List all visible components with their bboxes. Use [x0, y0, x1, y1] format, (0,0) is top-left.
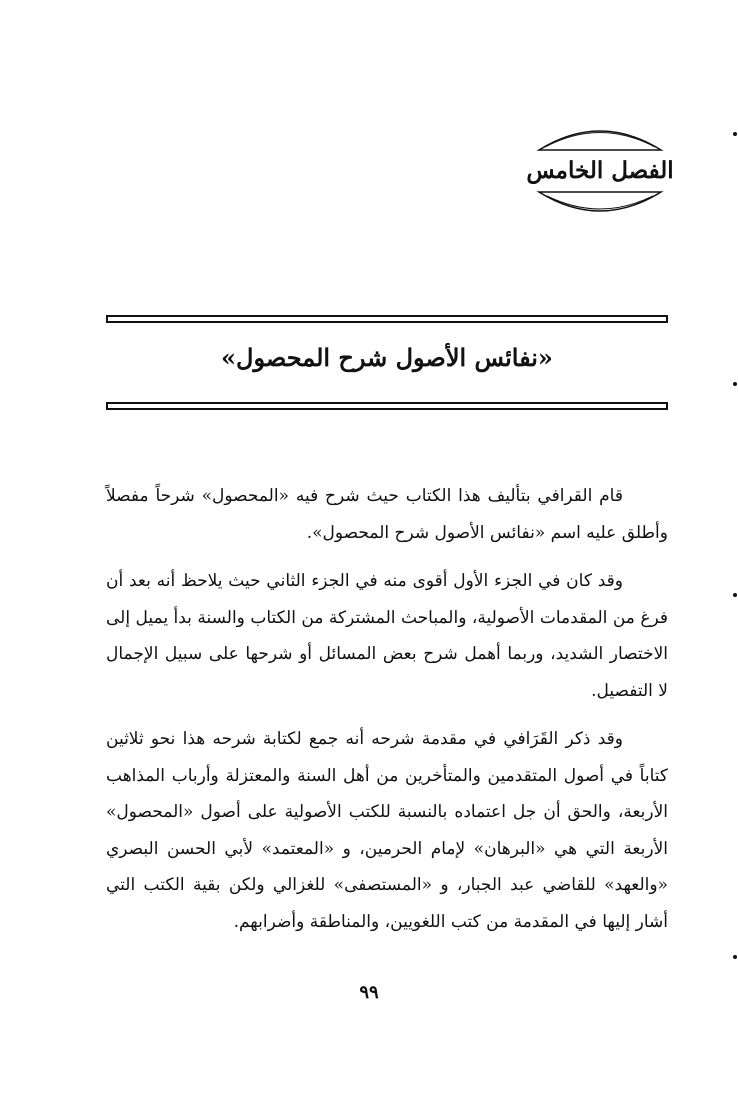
paragraph-1: قام القرافي بتأليف هذا الكتاب حيث شرح فيه «المحصول» شرحاً مفصلاً وأطلق عليه اسم «نفائس الأصول شرح المحصول».: [106, 486, 668, 543]
edge-mark: [733, 132, 737, 136]
chapter-heading-emblem: [525, 120, 675, 220]
body-text: [106, 478, 668, 952]
section-rule-top: [106, 315, 668, 323]
edge-mark: [733, 955, 737, 959]
section-rule-bottom: [106, 402, 668, 410]
paragraph-3: وقد ذكر القَرَافي في مقدمة شرحه أنه جمع لكتابة شرحه هذا نحو ثلاثين كتاباً في أصول المتقدمين والمتأخرين من أهل السنة والمعتزلة وأرباب المذاهب الأربعة، والحق أن جل اعتماده بالنسبة للكتب الأصولية على أصول «المحصول» الأربعة التي هي «البرهان» لإمام الحرمين، و «المعتمد» لأبي الحسن البصري «والعهد» للقاضي عبد الجبار، و «المستصفى» للغزالي ولكن بقية الكتب التي أشار إليها في المقدمة من كتب اللغويين، والمناطقة وأضرابهم.: [106, 729, 669, 932]
edge-mark: [733, 382, 737, 386]
edge-mark: [733, 593, 737, 597]
chapter-title: الفصل الخامس: [526, 157, 674, 184]
paragraph-2: وقد كان في الجزء الأول أقوى منه في الجزء الثاني حيث يلاحظ أنه بعد أن فرغ من المقدمات الأصولية، والمباحث المشتركة من الكتاب والسنة بدأ يميل إلى الاختصار الشديد، وربما أهمل شرح بعض المسائل أو شرحها على سبيل الإجمال لا التفصيل.: [106, 571, 668, 701]
page-number: ٩٩: [359, 982, 379, 1003]
section-title: «نفائس الأصول شرح المحصول»: [221, 343, 553, 372]
